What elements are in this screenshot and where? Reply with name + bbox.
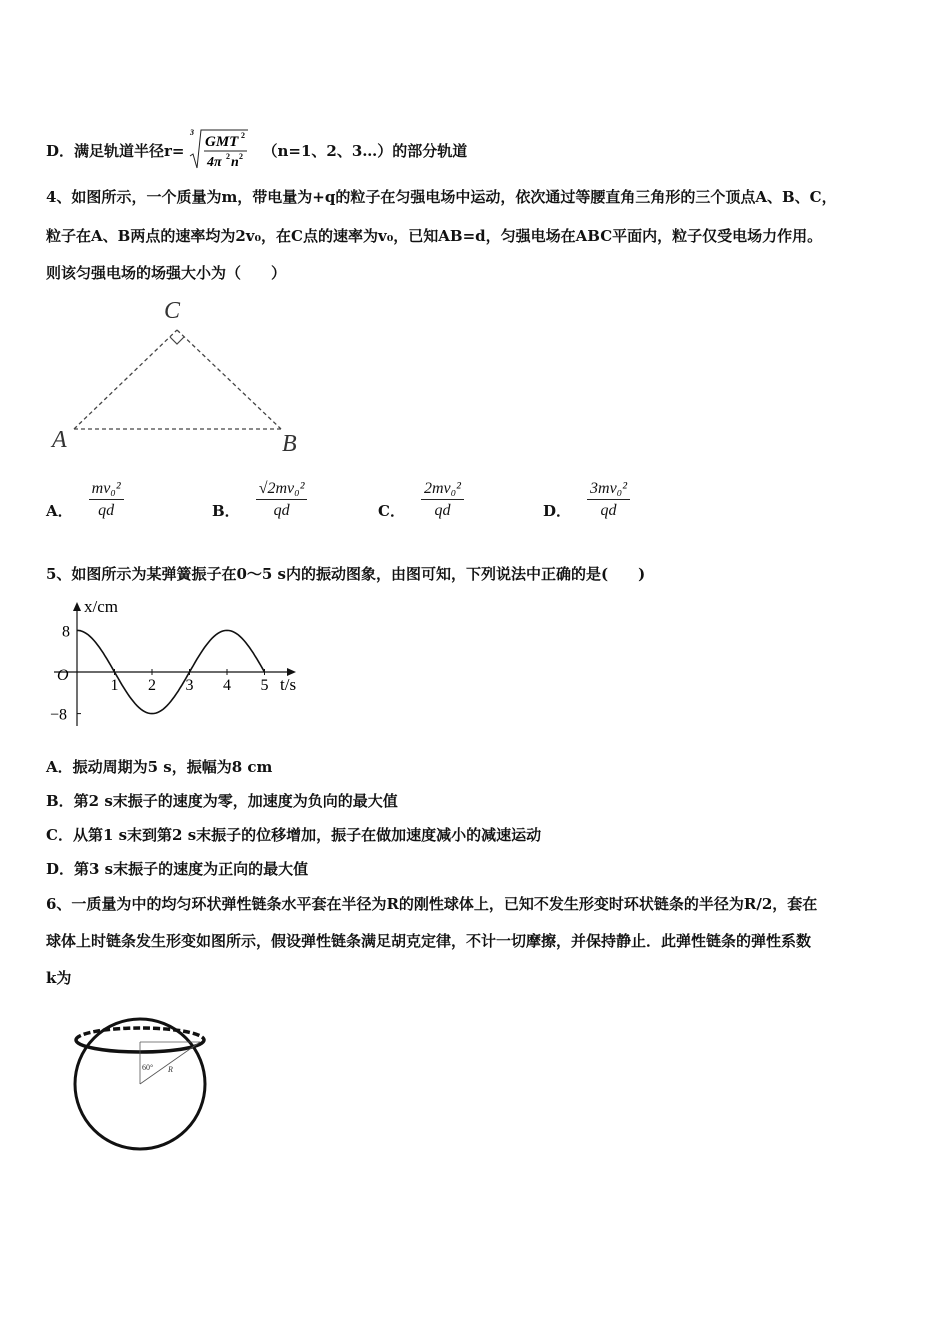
right-angle-mark [170,337,184,344]
angle-label: 60° [142,1063,154,1072]
x-axis-label: t/s [280,675,297,694]
x-tick-label: 3 [185,677,194,694]
q4-option-b[interactable] [212,478,307,521]
x-tick-label: 1 [110,677,119,694]
svg-text:2: 2 [239,152,244,161]
q4-stem-line-2: 粒子在A、B两点的速率均为2v₀，在C点的速率为v₀，已知AB=d，匀强电场在ABC平面内，粒子仅受电场力作用。 [46,227,823,245]
q3-option-d-suffix: （n=1、2、3…）的部分轨道 [262,141,468,160]
oscillation-chart [44,592,314,732]
q4-option-c-fraction: $\frac{\text{2mv₀²}}{qd}$ [421,480,464,520]
y-axis-label: x/cm [84,597,118,616]
y-tick-label: 8 [62,623,70,641]
vertex-c-label: C [164,298,181,324]
y-axis-arrow [73,602,81,611]
y-tick-label: −8 [50,706,68,724]
q4-option-a-label: A． [46,502,73,520]
x-tick-label: 5 [260,677,269,694]
q4-option-a-fraction: $\frac{\text{mv₀²}}{qd}$ [89,480,124,520]
q4-option-b-label: B． [212,502,240,520]
sphere-chain-figure [60,998,220,1153]
q4-option-a[interactable] [46,478,124,521]
q4-option-d-fraction: $\frac{\text{3mv₀²}}{qd}$ [587,480,630,520]
q4-option-b-fraction: $\frac{\text{√2mv₀²}}{qd}$ [256,480,308,520]
q4-option-c-label: C． [378,502,405,520]
svg-text:2: 2 [241,131,246,140]
q5-option-c[interactable]: C．从第1 s末到第2 s末振子的位移增加，振子在做加速度减小的减速运动 [46,826,542,844]
q3-root-index: 3 [190,128,195,137]
vertex-b-label: B [282,431,297,457]
q6-stem-line-2: 球体上时链条发生形变如图所示，假设弹性链条满足胡克定律，不计一切摩擦，并保持静止．此弹性链条的弹性系数 [46,932,812,950]
vertex-a-label: A [52,427,67,453]
q3-option-d [46,126,467,174]
q3-formula-num: GMT [205,134,239,150]
q4-option-d-label: D． [543,502,572,520]
svg-text:2: 2 [226,152,231,161]
q4-option-c[interactable] [378,478,464,521]
q5-option-a[interactable]: A．振动周期为5 s，振幅为8 cm [46,758,273,776]
q4-stem-line-1: 4、如图所示，一个质量为m，带电量为+q的粒子在匀强电场中运动，依次通过等腰直角三角形的三个顶点A、B、C， [46,188,837,206]
q6-stem-line-1: 6、一质量为中的均匀环状弹性链条水平套在半径为R的刚性球体上，已知不发生形变时环状链条的半径为R/2，套在 [46,895,818,913]
q5-option-b[interactable]: B．第2 s末振子的速度为零，加速度为负向的最大值 [46,792,398,810]
q4-stem-line-3: 则该匀强电场的场强大小为（ ） [46,264,287,282]
side-bc [177,330,281,429]
q3-option-d-prefix: D．满足轨道半径r= [46,141,185,160]
x-tick-label: 4 [223,677,231,694]
q6-stem-line-3: k为 [46,969,72,987]
triangle-figure [44,292,314,462]
q3-root-formula [188,126,250,174]
q5-option-d[interactable]: D．第3 s末振子的速度为正向的最大值 [46,860,309,878]
origin-label: O [57,667,69,684]
side-ac [74,330,177,429]
q3-formula-den: 4π [207,155,223,170]
svg-text:n: n [231,155,240,170]
q4-option-d[interactable] [543,478,630,521]
q5-stem: 5、如图所示为某弹簧振子在0～5 s内的振动图象，由图可知，下列说法中正确的是( ) [46,565,646,583]
x-tick-label: 2 [148,677,156,694]
radius-label: R [168,1065,173,1074]
